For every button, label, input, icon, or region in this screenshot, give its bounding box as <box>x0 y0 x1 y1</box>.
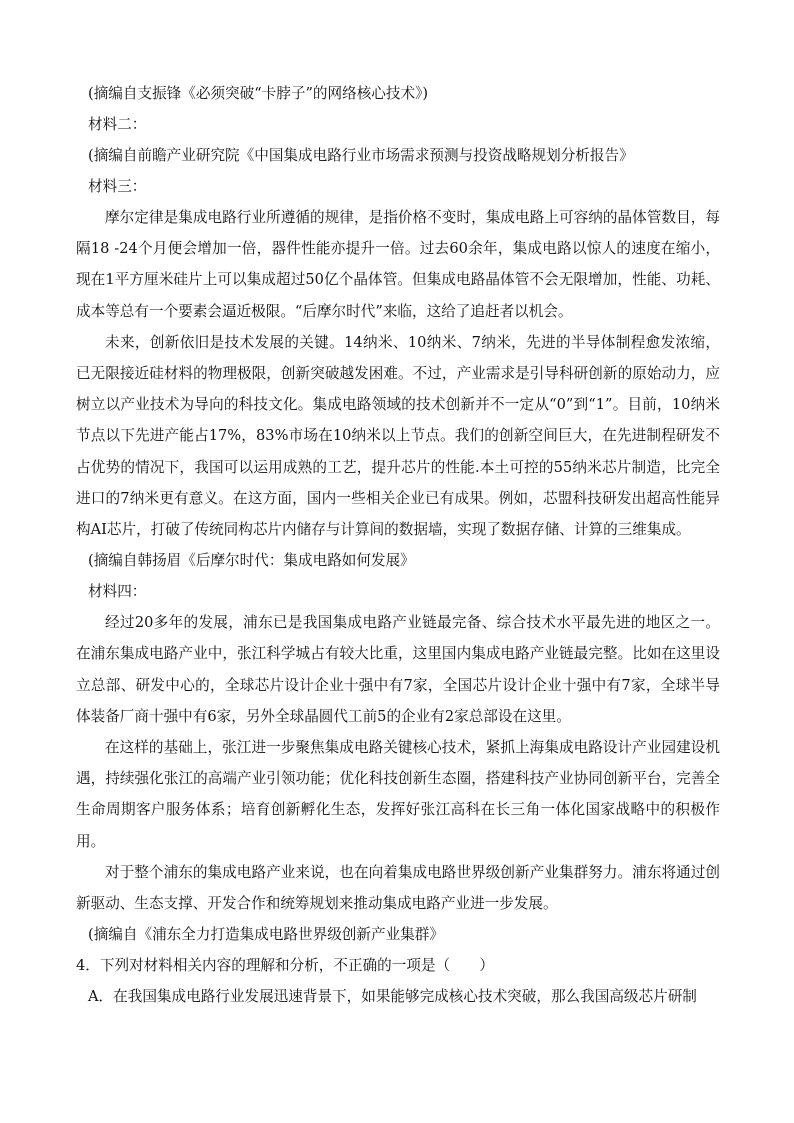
material-three-paragraph-2: 未来，创新依旧是技术发展的关键。14纳米、10纳米、7纳米，先进的半导体制程愈发浓缩，已无限接近硅材料的物理极限，创新突破越发困难。不过，产业需求是引导科研创新的原始动力，应树立以产业技术为导向的科技文化。集成电路领域的技术创新并不一定从“0”到“1”。目前，10纳米节点以下先进产能占17%，83%市场在10纳米以上节点。我们的创新空间巨大，在先进制程研发不占优势的情况下，我国可以运用成熟的工艺，提升芯片的性能.本土可控的55纳米芯片制造，比完全进口的7纳米更有意义。在这方面，国内一些相关企业已有成果。例如，芯盟科技研发出超高性能异构AI芯片，打破了传统同构芯片内储存与计算间的数据墙，实现了数据存储、计算的三维集成。 <box>76 333 720 539</box>
source-citation-4: (摘编自《浦东全力打造集成电路世界级创新产业集群》 <box>88 926 444 944</box>
material-four-label: 材料四： <box>88 583 147 601</box>
material-four-paragraph-1: 经过20多年的发展，浦东已是我国集成电路产业链最完备、综合技术水平最先进的地区之一。在浦东集成电路产业中，张江科学城占有较大比重，这里国内集成电路产业链最完整。比如在这里设立总部、研发中心的，全球芯片设计企业十强中有7家，全国芯片设计企业十强中有7家，全球半导体装备厂商十强中有6家，另外全球晶圆代工前5的企业有2家总部设在这里。 <box>76 614 720 725</box>
material-two-label: 材料二： <box>88 116 147 133</box>
reading-material <box>76 78 720 1012</box>
material-four-paragraph-3: 对于整个浦东的集成电路产业来说，也在向着集成电路世界级创新产业集群努力。浦东将通过创新驱动、生态支撑、开发合作和统筹规划来推动集成电路产业进一步发展。 <box>76 863 720 913</box>
source-citation-3: (摘编自韩扬眉《后摩尔时代：集成电路如何发展》 <box>88 552 415 570</box>
question-4-option-a: A．在我国集成电路行业发展迅速背景下，如果能够完成核心技术突破，那么我国高级芯片研制 <box>88 988 697 1006</box>
material-four-paragraph-2: 在这样的基础上，张江进一步聚焦集成电路关键核心技术，紧抓上海集成电路设计产业园建设机遇，持续强化张江的高端产业引领功能；优化科技创新生态圈，搭建科技产业协同创新平台，完善全生命周期客户服务体系；培育创新孵化生态，发挥好张江高科在长三角一体化国家战略中的积极作用。 <box>76 739 720 850</box>
source-citation-2: (摘编自前瞻产业研究院《中国集成电路行业市场需求预测与投资战略规划分析报告》 <box>88 147 634 164</box>
material-three-paragraph-1: 摩尔定律是集成电路行业所遵循的规律，是指价格不变时，集成电路上可容纳的晶体管数目，每隔18 -24个月便会增加一倍，器件性能亦提升一倍。过去60余年，集成电路以惊人的速度在缩小，现在1平方厘米硅片上可以集成超过50亿个晶体管。但集成电路晶体管不会无限增加，性能、功耗、成本等总有一个要素会逼近极限。“后摩尔时代”来临，这给了追赶者以机会。 <box>76 209 720 320</box>
material-three-label: 材料三： <box>88 178 147 195</box>
source-citation-1: (摘编自支振锋《必须突破“卡脖子”的网络核心技术》) <box>88 85 429 102</box>
question-4-stem: 4．下列对材料相关内容的理解和分析，不正确的一项是（ ） <box>76 957 494 975</box>
